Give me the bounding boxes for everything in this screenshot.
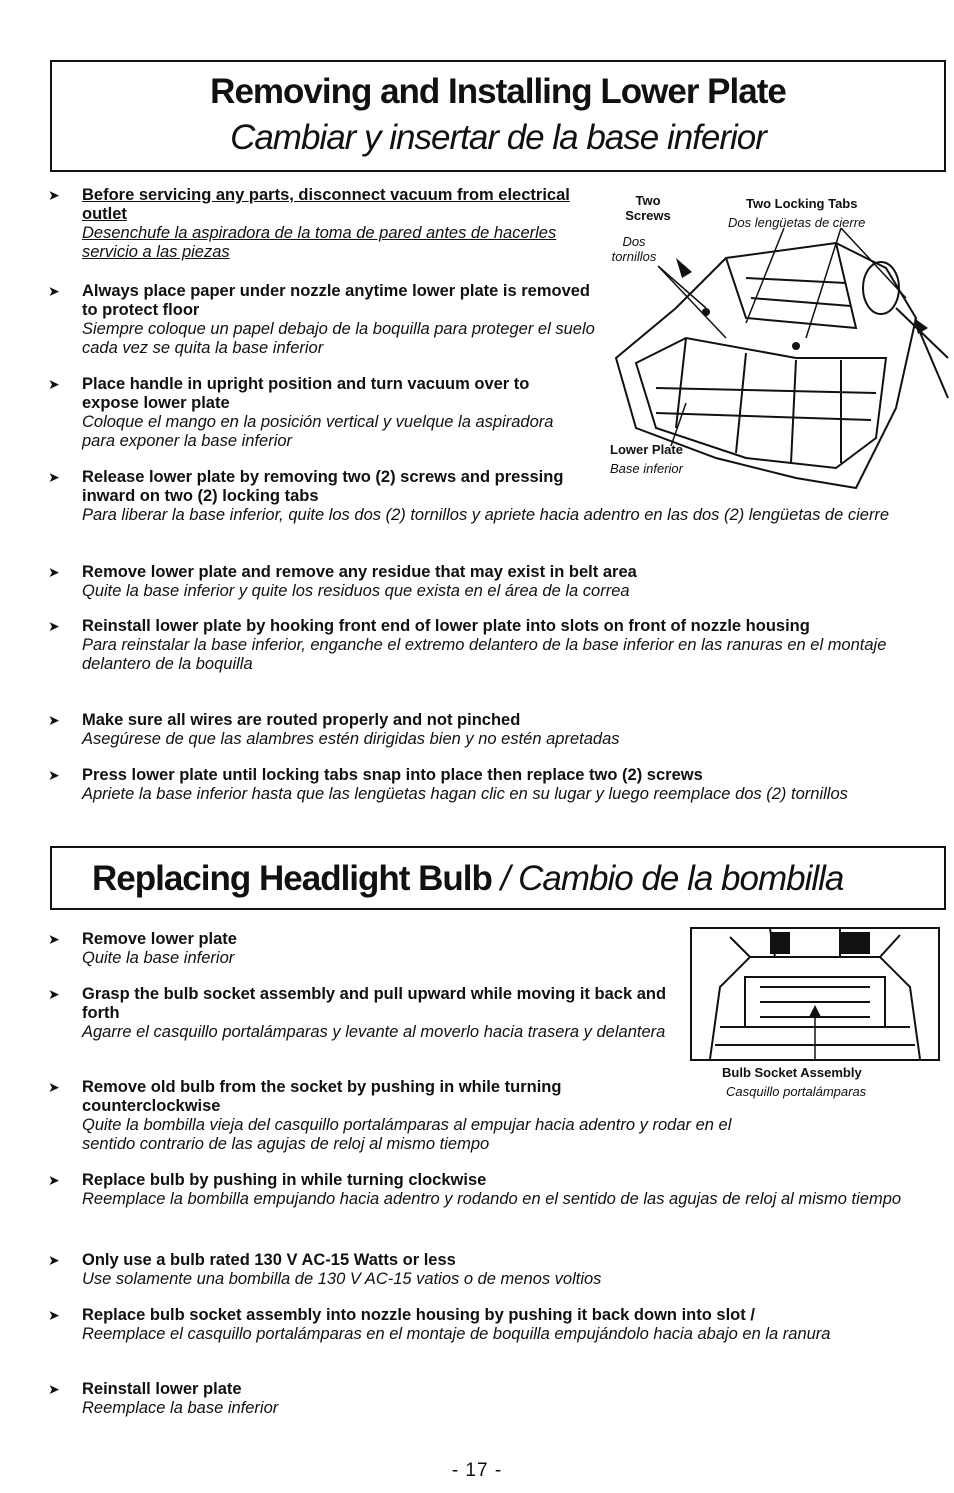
arrow-bullet-icon: ➤ [48, 469, 60, 485]
figure-label-bulb-socket-es: Casquillo portalámparas [726, 1084, 867, 1099]
section-title: Replacing Headlight Bulb / Cambio de la bombilla [92, 859, 844, 898]
list-item: ➤ Reinstall lower plate by hooking front end of lower plate into slots on front of nozzle housing Para reinstalar la base inferior, enganche el extremo delantero de la base inferior en las ranuras en el montaje delantero de la boquilla [48, 617, 887, 673]
bulb-socket-illustration [690, 927, 940, 1061]
arrow-bullet-icon: ➤ [48, 1252, 60, 1268]
list-item: ➤ Replace bulb socket assembly into nozzle housing by pushing it back down into slot / Reemplace el casquillo portalámparas en el montaje de boquilla empujándolo hacia abajo en la ranura [48, 1306, 831, 1343]
section-header-headlight-bulb [50, 846, 946, 910]
lower-plate-figure [596, 188, 950, 508]
page-number: - 17 - [451, 1460, 503, 1481]
section-subtitle: Cambiar y insertar de la base inferior [230, 118, 766, 157]
list-item: ➤ Always place paper under nozzle anytime lower plate is removed to protect floor Siempre coloque un papel debajo de la boquilla para proteger el suelo cada vez se quita la base inferior [48, 282, 595, 357]
bulb-socket-figure [690, 927, 940, 1113]
arrow-bullet-icon: ➤ [48, 931, 60, 947]
figure-label-screws: Two Screws [625, 193, 671, 223]
figure-label-bulb-socket: Bulb Socket Assembly [722, 1065, 862, 1080]
list-item: ➤ Reinstall lower plate Reemplace la base inferior [48, 1380, 279, 1417]
arrow-bullet-icon: ➤ [48, 376, 60, 392]
arrow-bullet-icon: ➤ [48, 564, 60, 580]
figure-label-lower-plate: Lower Plate [610, 442, 683, 457]
arrow-bullet-icon: ➤ [48, 1381, 60, 1397]
list-item: ➤ Remove old bulb from the socket by pushing in while turning counterclockwise Quite la bombilla vieja del casquillo portalámparas al empujar hacia adentro y rodar en el sentido contrario de las agujas de reloj al mismo tiempo [48, 1078, 732, 1153]
list-item: ➤ Only use a bulb rated 130 V AC-15 Watts or less Use solamente una bombilla de 130 V AC-15 vatios o de menos voltios [48, 1251, 602, 1288]
figure-label-tabs: Two Locking Tabs [746, 196, 858, 211]
arrow-bullet-icon: ➤ [48, 187, 60, 203]
arrow-bullet-icon: ➤ [48, 1172, 60, 1188]
section-title: Removing and Installing Lower Plate [210, 72, 786, 111]
section-header-lower-plate [50, 60, 946, 172]
arrow-bullet-icon: ➤ [48, 986, 60, 1002]
list-item: ➤ Release lower plate by removing two (2) screws and pressing inward on two (2) locking tabs Para liberar la base inferior, quite los dos (2) tornillos y apriete hacia adentro en las dos (2) lengüetas de cierre [48, 468, 890, 524]
arrow-bullet-icon: ➤ [48, 1307, 60, 1323]
list-item: ➤ Remove lower plate Quite la base inferior [48, 930, 237, 967]
arrow-bullet-icon: ➤ [48, 1079, 60, 1095]
figure-label-tabs-es: Dos lengüetas de cierre [728, 215, 866, 230]
arrow-bullet-icon: ➤ [48, 767, 60, 783]
figure-label-screws-es: Dos tornillos [611, 234, 657, 264]
list-item: ➤ Remove lower plate and remove any residue that may exist in belt area Quite la base inferior y quite los residuos que exista en el área de la correa [48, 563, 637, 600]
arrow-bullet-icon: ➤ [48, 618, 60, 634]
arrow-bullet-icon: ➤ [48, 712, 60, 728]
list-item: ➤ Grasp the bulb socket assembly and pull upward while moving it back and forth Agarre el casquillo portalámparas y levante al moverlo hacia trasera y delantera [48, 985, 667, 1041]
list-item: ➤ Replace bulb by pushing in while turning clockwise Reemplace la bombilla empujando hacia adentro y rodando en el sentido de las agujas de reloj al mismo tiempo [48, 1171, 902, 1208]
list-item: ➤ Make sure all wires are routed properly and not pinched Asegúrese de que las alambres estén dirigidas bien y no estén apretadas [48, 711, 620, 748]
list-item: ➤ Place handle in upright position and turn vacuum over to expose lower plate Coloque el mango en la posición vertical y vuelque la aspiradora para exponer la base inferior [48, 375, 554, 450]
figure-label-lower-plate-es: Base inferior [610, 461, 683, 476]
list-item: ➤ Before servicing any parts, disconnect vacuum from electrical outlet Desenchufe la aspiradora de la toma de pared antes de hacerles servicio a las piezas [48, 186, 570, 261]
list-item: ➤ Press lower plate until locking tabs snap into place then replace two (2) screws Apriete la base inferior hasta que las lengüetas hagan clic en su lugar y luego reemplace dos (2) tornillos [48, 766, 848, 803]
arrow-bullet-icon: ➤ [48, 283, 60, 299]
